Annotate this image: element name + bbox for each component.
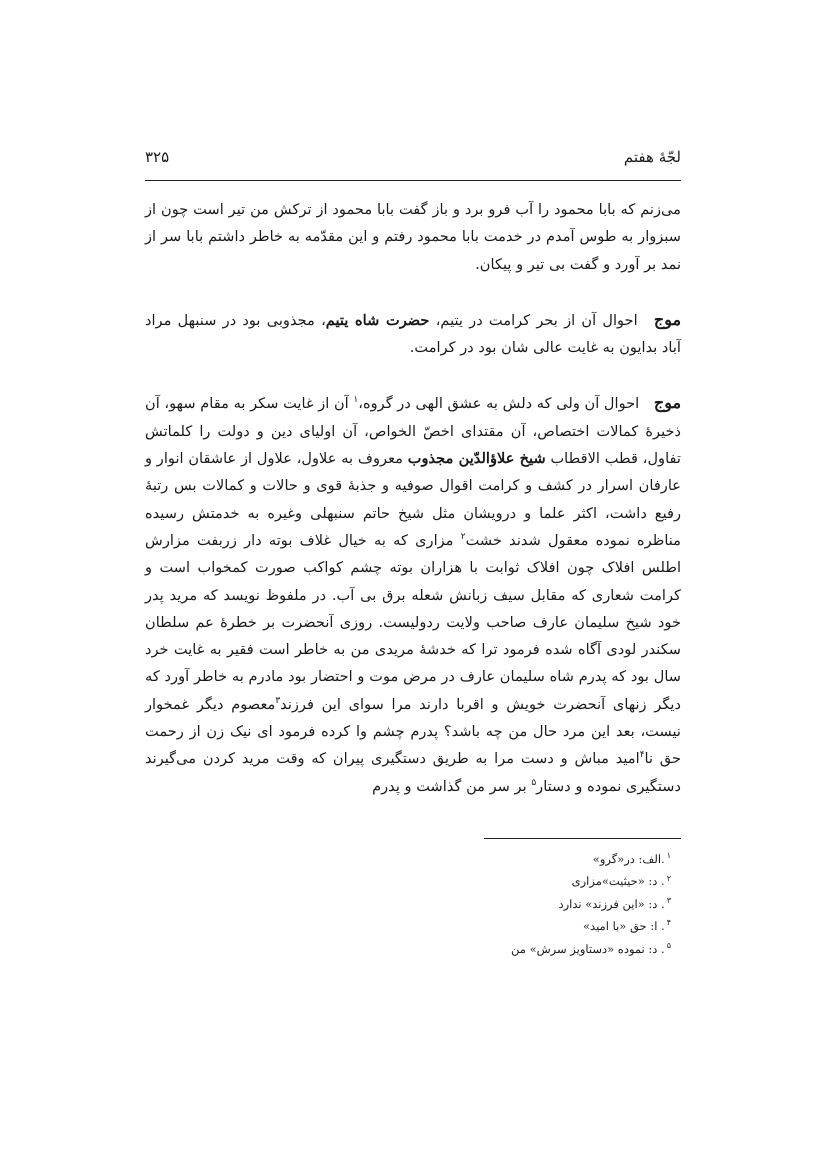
- paragraph-text: معروف به علاول، علاول از عاشقان انوار و عارفان اسرار در کشف و کرامت اقوال صوفیه و جذبهٔ قوی و حالات و کمالات بس رتبهٔ رفیع داشت، اکثر علما و درویشان مثل شیخ حاتم سنبهلی وغیره به خدمتش رسیده مناظره نموده معقول شدند خشت: [145, 450, 682, 549]
- paragraph-lead: موج: [653, 309, 682, 329]
- paragraph-text: معصوم دیگر غمخوار نیست، بعد این مرد حال من چه باشد؟ پدرم چشم وا کرده فرمود ای نیک زن از رحمت حق نا: [145, 695, 682, 768]
- page-number: ۳۲۵: [145, 148, 170, 166]
- footnote-rule: [484, 838, 681, 839]
- running-header: [145, 148, 681, 174]
- chapter-title: لجّهٔ هفتم: [623, 148, 681, 166]
- paragraph-text: ، مجذوبی بود در سنبهل مراد آباد بدایون به غایت عالی شان بود در کرامت.: [145, 311, 681, 357]
- footnote-number: ۲: [666, 873, 671, 883]
- footnote-number: ۱: [666, 851, 671, 861]
- paragraph-2: [145, 306, 681, 362]
- footnote-ref[interactable]: ۳: [275, 695, 281, 706]
- paragraph-text: احوال آن ولی که دلش به عشق الهی در گروه،: [358, 395, 640, 413]
- footnote: [145, 870, 681, 892]
- footnote-ref[interactable]: ۵: [531, 777, 537, 788]
- header-rule: [145, 180, 681, 181]
- footnote-ref[interactable]: ۴: [639, 750, 645, 761]
- paragraph-1: می‌زنم که بابا محمود را آب فرو برد و باز گفت بابا محمود از ترکش من تیر است چون از سبزوار به طوس آمدم در خدمت بابا محمود رفتم و این مقدّمه به خاطر داشتم بابا سر از نمد بر آورد و گفت بی تیر و پیکان.: [145, 201, 681, 273]
- saint-name: شیخ علاؤالدّین مجذوب: [407, 450, 546, 468]
- footnote: [145, 915, 681, 937]
- paragraph-lead: موج: [653, 393, 682, 413]
- paragraph-text: آن از غایت سکر به مقام سهو، آن ذخیرهٔ کمالات اختصاص، آن مقتدای اخصّ الخواص، آن اولیای دین و دولت را کلماتش تفاول، قطب الاقطاب: [145, 395, 681, 468]
- footnote-text: . د: «این فرزند» ندارد: [558, 896, 665, 911]
- footnote-ref[interactable]: ۲: [460, 532, 466, 543]
- footnote: [145, 893, 681, 915]
- footnote-text: . د: «حیثیت»مزاری: [571, 874, 665, 889]
- footnote-text: . ا: حق «با امید»: [583, 919, 665, 934]
- footnote-number: ۳: [666, 895, 671, 905]
- paragraph-text: امید مباش و دست مرا به طریق دستگیری پیران که وقت مرید کردن می‌گیرند دستگیری نموده و دستار: [145, 750, 681, 795]
- saint-name: حضرت شاه یتیم: [325, 311, 430, 329]
- footnote-number: ۴: [666, 918, 671, 928]
- footnote: [145, 848, 681, 870]
- paragraph-3: [145, 389, 681, 799]
- footnote: [145, 938, 681, 960]
- footnote-text: .الف: در«گرو»: [592, 852, 665, 866]
- paragraph-text: احوال آن از بحر کرامت در یتیم،: [435, 311, 638, 329]
- footnotes: [145, 848, 681, 960]
- paragraph-text: مزاری که به خیال غلاف بوته دار زربفت مزارش اطلس افلاک چون افلاک ثوابت با هزاران بوته چشم کواکب صورت کمخواب است و کرامت شعاری که مقابل سیف زبانش شعله برق بی آب. در ملفوظ نویسد که مرید پدر خود شیخ سلیمان عارف صاحب ولایت ردولیست. روزی آنحضرت بر خطرهٔ عم سلطان سکندر لودی آگاه شده فرمود ترا که خدشهٔ مریدی من به خاطر است فقیر به غایت خرد سال بود که پدرم شاه سلیمان عارف در مرض موت و احتضار بود مادرم به خاطر آورد که دیگر زنهای آنحضرت خویش و اقربا دارند مرا سوای این فرزند: [145, 531, 681, 713]
- main-text: [145, 196, 681, 800]
- footnote-ref[interactable]: ۱: [353, 395, 359, 406]
- footnote-number: ۵: [666, 940, 671, 950]
- paragraph-text: بر سر من گذاشت و پدرم: [372, 777, 527, 795]
- footnote-text: . د: نموده «دستاویز سرش» من: [511, 941, 665, 956]
